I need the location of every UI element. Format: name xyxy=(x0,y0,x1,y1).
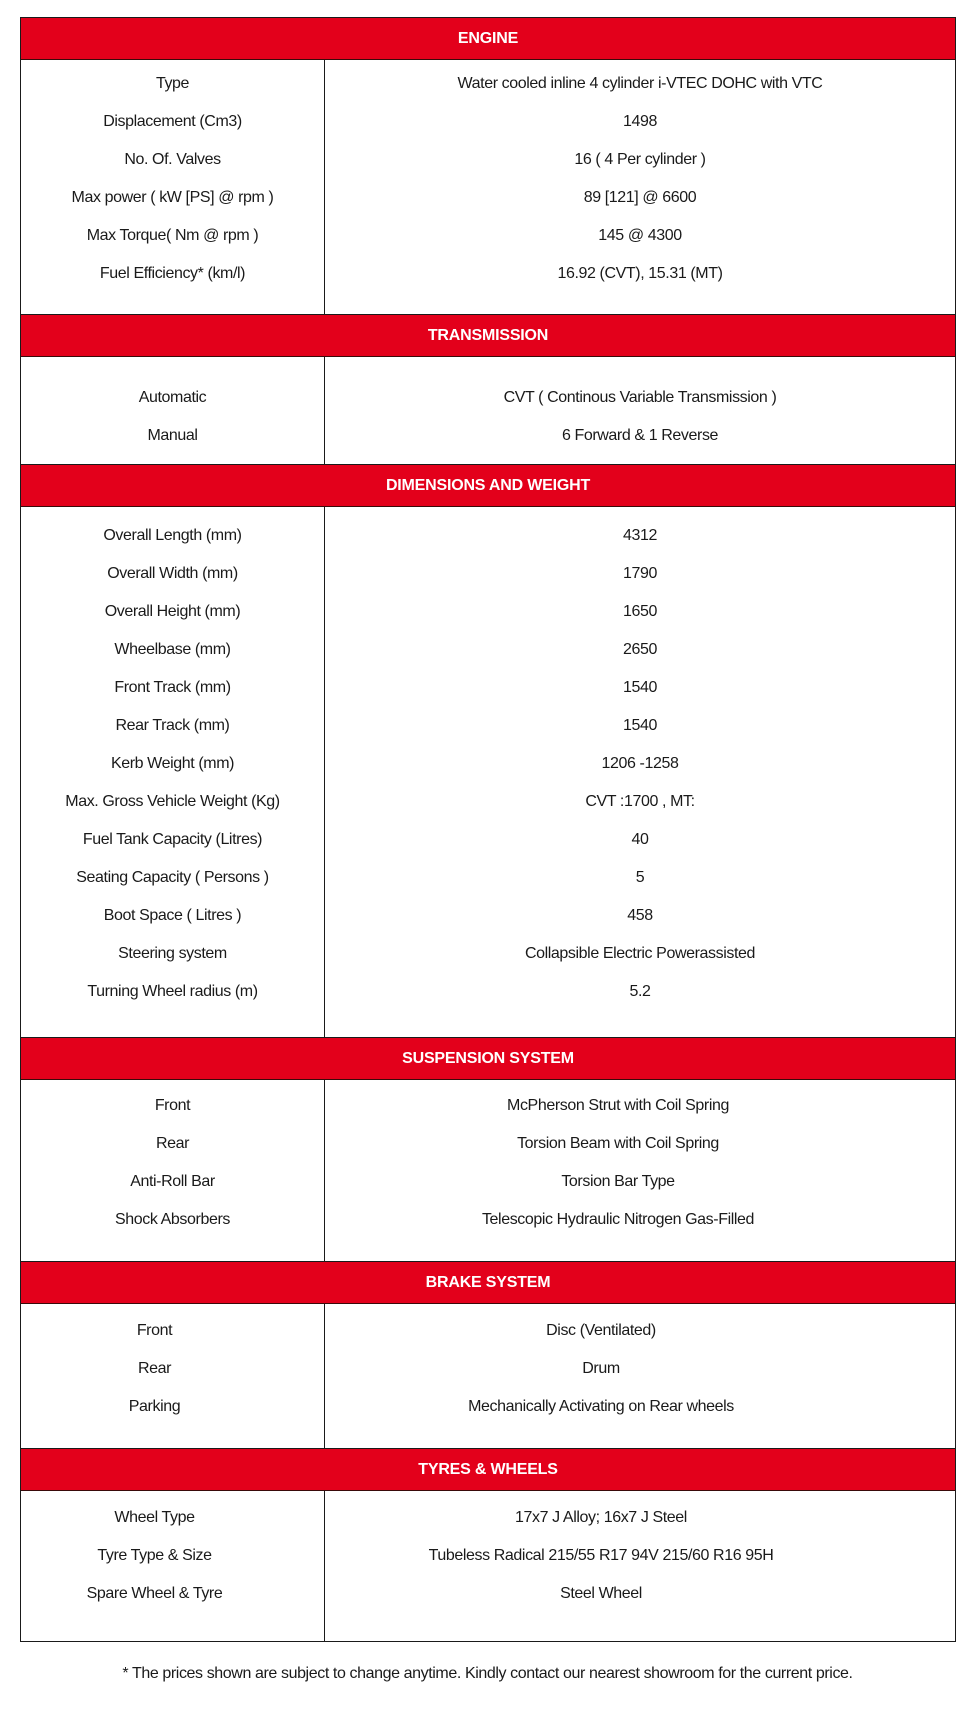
spec-value: 145 @ 4300 xyxy=(598,227,682,244)
label-column xyxy=(21,357,325,464)
spec-label: Tyre Type & Size xyxy=(97,1547,212,1564)
section-body-engine xyxy=(21,60,955,315)
specifications-table xyxy=(20,17,956,1642)
spec-label: Front Track (mm) xyxy=(114,679,231,696)
spec-value: 4312 xyxy=(623,527,657,544)
spec-label: Rear Track (mm) xyxy=(115,717,230,734)
spec-value: CVT ( Continous Variable Transmission ) xyxy=(503,389,777,406)
spec-label: Displacement (Cm3) xyxy=(103,113,242,130)
spec-label: Seating Capacity ( Persons ) xyxy=(76,869,269,886)
spec-value: 16.92 (CVT), 15.31 (MT) xyxy=(557,265,723,282)
spec-label: Wheel Type xyxy=(114,1509,195,1526)
spec-label: Automatic xyxy=(138,389,207,406)
spec-value: Tubeless Radical 215/55 R17 94V 215/60 R16 95H xyxy=(428,1547,774,1564)
spec-value: 16 ( 4 Per cylinder ) xyxy=(574,151,706,168)
section-body-dimensions xyxy=(21,507,955,1038)
spec-value: 5 xyxy=(635,869,645,886)
spec-label: No. Of. Valves xyxy=(124,151,221,168)
spec-label: Fuel Efficiency* (km/l) xyxy=(99,265,246,282)
value-column xyxy=(325,1491,955,1641)
spec-value: 1206 -1258 xyxy=(601,755,679,772)
label-column xyxy=(21,60,325,314)
spec-value: 17x7 J Alloy; 16x7 J Steel xyxy=(515,1509,687,1526)
spec-value: Mechanically Activating on Rear wheels xyxy=(468,1398,734,1415)
label-column xyxy=(21,1491,325,1641)
spec-label: Steering system xyxy=(118,945,227,962)
section-body-brake xyxy=(21,1304,955,1449)
spec-label: Overall Width (mm) xyxy=(107,565,238,582)
value-column xyxy=(325,60,955,314)
spec-value: 1790 xyxy=(623,565,657,582)
section-header-brake: BRAKE SYSTEM xyxy=(21,1262,955,1304)
section-header-transmission: TRANSMISSION xyxy=(21,315,955,357)
spec-label: Fuel Tank Capacity (Litres) xyxy=(82,831,263,848)
spec-label: Overall Height (mm) xyxy=(104,603,241,620)
spec-label: Shock Absorbers xyxy=(115,1211,230,1228)
spec-label: Kerb Weight (mm) xyxy=(110,755,235,772)
spec-label: Type xyxy=(155,75,190,92)
label-column xyxy=(21,1080,325,1261)
spec-value: 1650 xyxy=(623,603,657,620)
spec-label: Parking xyxy=(128,1398,181,1415)
spec-label: Max power ( kW [PS] @ rpm ) xyxy=(71,189,274,206)
value-column xyxy=(325,1080,955,1261)
value-column xyxy=(325,1304,955,1448)
spec-value: McPherson Strut with Coil Spring xyxy=(507,1097,729,1114)
spec-label: Wheelbase (mm) xyxy=(114,641,231,658)
spec-value: Steel Wheel xyxy=(560,1585,642,1602)
spec-value: Water cooled inline 4 cylinder i-VTEC DOHC with VTC xyxy=(457,75,823,92)
spec-label: Front xyxy=(154,1097,191,1114)
spec-label: Rear xyxy=(137,1360,172,1377)
label-column xyxy=(21,1304,325,1448)
section-header-dimensions: DIMENSIONS AND WEIGHT xyxy=(21,465,955,507)
spec-label: Turning Wheel radius (m) xyxy=(87,983,258,1000)
section-body-suspension xyxy=(21,1080,955,1262)
spec-label: Overall Length (mm) xyxy=(103,527,242,544)
spec-label: Front xyxy=(136,1322,173,1339)
spec-value: 458 xyxy=(627,907,653,924)
spec-value: 6 Forward & 1 Reverse xyxy=(561,427,719,444)
spec-value: 89 [121] @ 6600 xyxy=(583,189,697,206)
section-body-transmission xyxy=(21,357,955,465)
section-header-engine: ENGINE xyxy=(21,18,955,60)
spec-value: CVT :1700 , MT: xyxy=(585,793,695,810)
spec-value: Disc (Ventilated) xyxy=(546,1322,656,1339)
spec-value: Torsion Beam with Coil Spring xyxy=(517,1135,719,1152)
spec-value: 1540 xyxy=(623,717,657,734)
section-header-suspension: SUSPENSION SYSTEM xyxy=(21,1038,955,1080)
spec-value: Drum xyxy=(582,1360,620,1377)
value-column xyxy=(325,357,955,464)
spec-value: 1540 xyxy=(623,679,657,696)
spec-value: Telescopic Hydraulic Nitrogen Gas-Filled xyxy=(481,1211,755,1228)
spec-label: Max. Gross Vehicle Weight (Kg) xyxy=(65,793,280,810)
spec-value: 40 xyxy=(631,831,649,848)
spec-value: 5.2 xyxy=(629,983,651,1000)
spec-value: Torsion Bar Type xyxy=(561,1173,675,1190)
spec-label: Rear xyxy=(155,1135,190,1152)
section-header-tyres-wheels: TYRES & WHEELS xyxy=(21,1449,955,1491)
spec-value: Collapsible Electric Powerassisted xyxy=(524,945,756,962)
spec-value: 1498 xyxy=(623,113,657,130)
spec-label: Anti-Roll Bar xyxy=(130,1173,215,1190)
label-column xyxy=(21,507,325,1037)
spec-label: Manual xyxy=(147,427,198,444)
section-body-tyres-wheels xyxy=(21,1491,955,1641)
price-disclaimer-footnote: * The prices shown are subject to change anytime. Kindly contact our nearest showroom for the current price. xyxy=(122,1665,853,1682)
spec-label: Spare Wheel & Tyre xyxy=(86,1585,223,1602)
spec-label: Boot Space ( Litres ) xyxy=(103,907,242,924)
spec-label: Max Torque( Nm @ rpm ) xyxy=(86,227,259,244)
spec-value: 2650 xyxy=(623,641,657,658)
value-column xyxy=(325,507,955,1037)
